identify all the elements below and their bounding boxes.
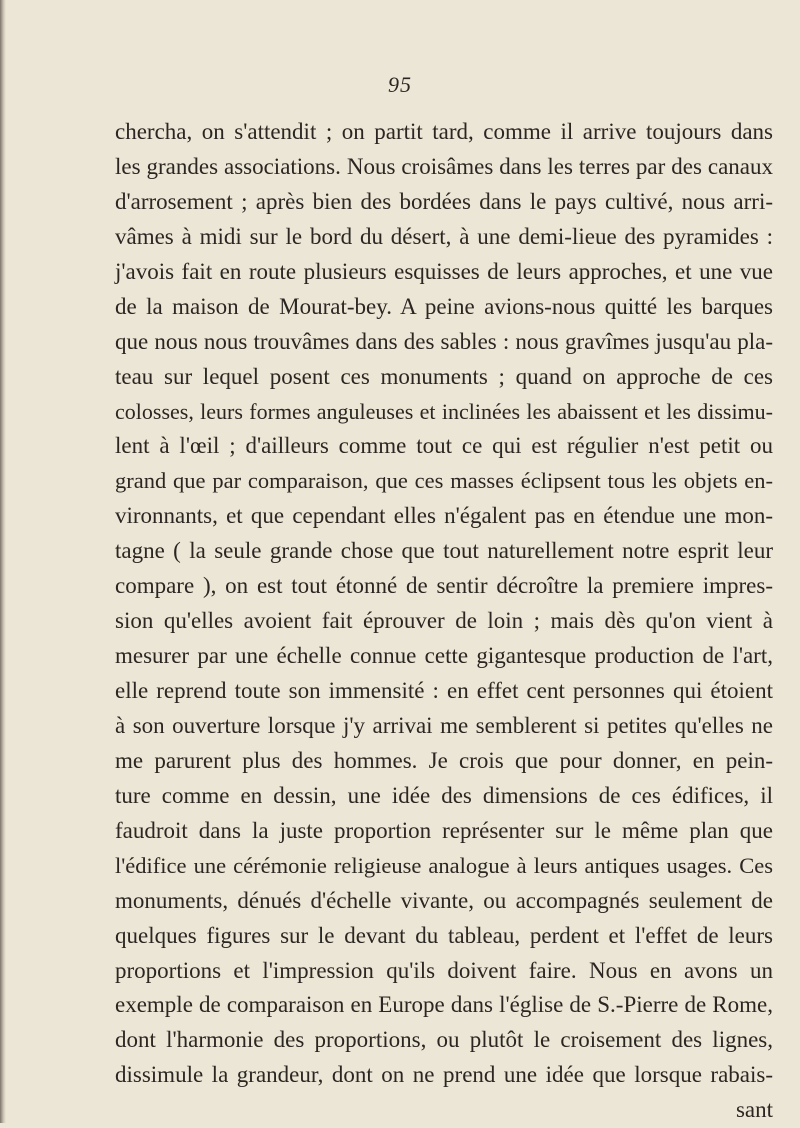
text-line-29-catchword: sant	[735, 1097, 773, 1123]
text-line-9: colosses, leurs formes anguleuses et inclinées les abaissent et les dissimu-	[115, 398, 773, 424]
text-line-25: proportions et l'impression qu'ils doivent faire. Nous en avons un	[115, 957, 773, 983]
text-line-16: mesurer par une échelle connue cette gigantesque production de l'art,	[115, 643, 773, 669]
text-line-26: exemple de comparaison en Europe dans l'église de S.-Pierre de Rome,	[115, 992, 773, 1018]
text-line-22: l'édifice une cérémonie religieuse analogue à leurs antiques usages. Ces	[115, 852, 773, 878]
text-line-1: chercha, on s'attendit ; on partit tard, comme il arrive toujours dans	[115, 119, 773, 144]
page-edge-shadow	[0, 0, 6, 1123]
text-line-7: que nous nous trouvâmes dans des sables : nous gravîmes jusqu'au pla-	[115, 328, 773, 354]
text-line-2: les grandes associations. Nous croisâmes dans les terres par des canaux	[115, 153, 773, 179]
body-text	[115, 115, 773, 1128]
text-line-4: vâmes à midi sur le bord du désert, à une demi-lieue des pyramides :	[115, 223, 773, 249]
text-line-27: dont l'harmonie des proportions, ou plutôt le croisement des lignes,	[115, 1027, 773, 1053]
text-line-18: à son ouverture lorsque j'y arrivai me semblerent si petites qu'elles ne	[115, 712, 773, 738]
text-line-8: teau sur lequel posent ces monuments ; quand on approche de ces	[115, 363, 773, 389]
text-line-12: vironnants, et que cependant elles n'égalent pas en étendue une mon-	[115, 503, 773, 529]
text-line-10: lent à l'œil ; d'ailleurs comme tout ce qui est régulier n'est petit ou	[115, 433, 773, 459]
text-line-17: elle reprend toute son immensité : en effet cent personnes qui étoient	[115, 678, 773, 703]
page-number: 95	[388, 72, 412, 97]
text-line-28: dissimule la grandeur, dont on ne prend une idée que lorsque rabais-	[115, 1062, 773, 1088]
text-line-23: monuments, dénués d'échelle vivante, ou accompagnés seulement de	[115, 887, 773, 913]
text-line-3: d'arrosement ; après bien des bordées dans le pays cultivé, nous arri-	[115, 188, 773, 214]
text-line-6: de la maison de Mourat-bey. A peine avions-nous quitté les barques	[115, 293, 773, 319]
text-line-11: grand que par comparaison, que ces masses éclipsent tous les objets en-	[115, 468, 773, 494]
text-line-21: faudroit dans la juste proportion représenter sur le même plan que	[115, 817, 773, 843]
text-line-15: sion qu'elles avoient fait éprouver de loin ; mais dès qu'on vient à	[115, 608, 773, 634]
text-line-24: quelques figures sur le devant du tableau, perdent et l'effet de leurs	[115, 922, 773, 948]
text-line-20: ture comme en dessin, une idée des dimensions de ces édifices, il	[115, 782, 773, 808]
text-line-14: compare ), on est tout étonné de sentir décroître la premiere impres-	[115, 573, 773, 599]
text-line-19: me parurent plus des hommes. Je crois que pour donner, en pein-	[115, 747, 773, 773]
text-line-13: tagne ( la seule grande chose que tout naturellement notre esprit leur	[115, 538, 773, 564]
text-line-5: j'avois fait en route plusieurs esquisses de leurs approches, et une vue	[115, 258, 773, 284]
